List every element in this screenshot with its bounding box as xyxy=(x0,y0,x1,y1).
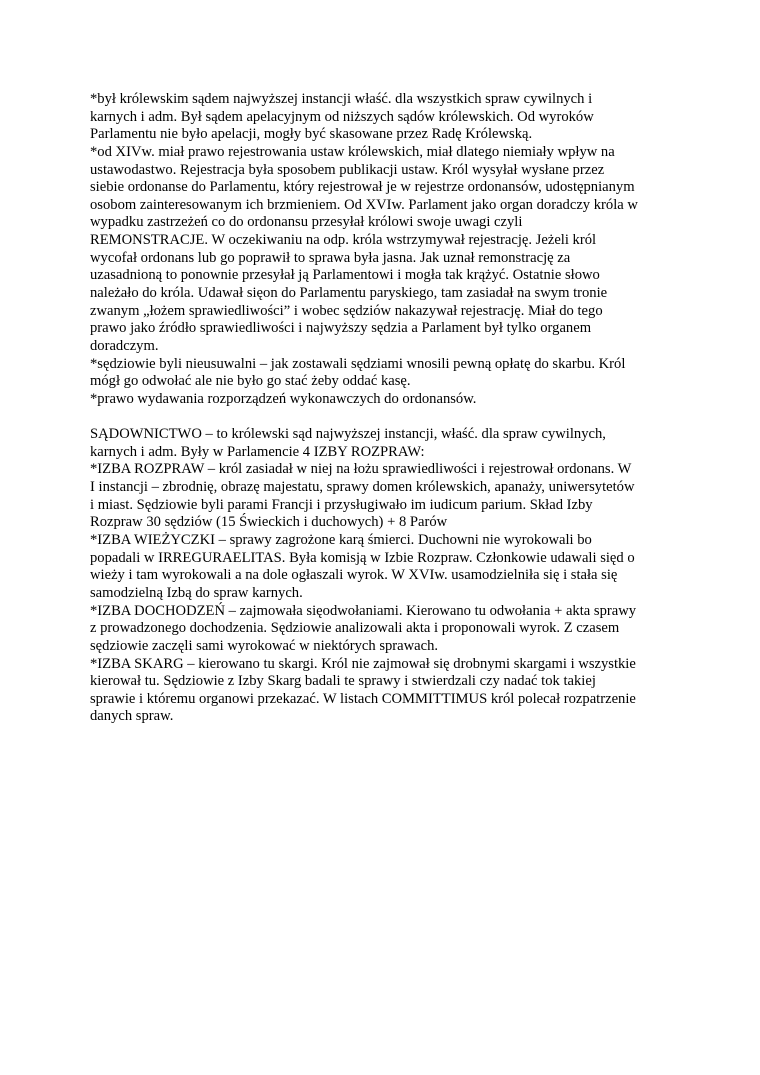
text-line: wypadku zastrzeżeń co do ordonansu przesyłał królowi swoje uwagi czyli xyxy=(90,214,523,231)
text-line: prawo jako źródło sprawiedliwości i najwyższy sędzia a Parlament był tylko organem xyxy=(90,320,592,337)
text-line: samodzielną Izbą do spraw karnych. xyxy=(90,584,303,601)
text-line: sędziowie zaczęli sami wyrokować w niektórych sprawach. xyxy=(90,637,439,654)
text-line: *IZBA DOCHODZEŃ – zajmowała sięodwołaniami. Kierowano tu odwołania + akta sprawy xyxy=(90,602,637,619)
text-line: należało do króla. Udawał sięon do Parlamentu paryskiego, tam zasiadał na swym tronie xyxy=(90,285,608,302)
text-line: *sędziowie byli nieusuwalni – jak zostawali sędziami wnosili pewną opłatę do skarbu. Król xyxy=(90,355,626,372)
text-line: Parlamentu nie było apelacji, mogły być skasowane przez Radę Królewską. xyxy=(90,126,533,143)
text-line: siebie ordonanse do Parlamentu, który rejestrował je w rejestrze ordonansów, udostępnianym xyxy=(90,179,635,196)
text-line: ustawodastwo. Rejestracja była sposobem publikacji ustaw. Król wysyłał wysłane przez xyxy=(90,161,605,178)
text-line: *IZBA ROZPRAW – król zasiadał w niej na łożu sprawiedliwości i rejestrował ordonans. W xyxy=(90,461,632,478)
paragraph-spacer xyxy=(90,409,730,427)
text-line: Rozpraw 30 sędziów (15 Świeckich i duchowych) + 8 Parów xyxy=(90,514,448,531)
text-line: *IZBA WIEŻYCZKI – sprawy zagrożone karą śmierci. Duchowni nie wyrokowali bo xyxy=(90,532,592,549)
text-line: i miast. Sędziowie byli parami Francji i przysługiwało im iudicum parium. Skład Izby xyxy=(90,496,593,513)
text-line: SĄDOWNICTWO – to królewski sąd najwyższej instancji, właść. dla spraw cywilnych, xyxy=(90,426,606,443)
text-line: osobom zainteresowanym ich brzmieniem. Od XVIw. Parlament jako organ doradczy króla w xyxy=(90,196,638,213)
text-line: sprawie i któremu organowi przekazać. W listach COMMITTIMUS król polecał rozpatrzenie xyxy=(90,690,636,707)
text-line: popadali w IRREGURAELITAS. Była komisją w Izbie Rozpraw. Członkowie udawali sięd o xyxy=(90,549,635,566)
text-line: I instancji – zbrodnię, obrazę majestatu, sprawy domen królewskich, apanaży, uniwersytetów xyxy=(90,479,635,496)
text-line: *od XIVw. miał prawo rejestrowania ustaw królewskich, miał dlatego niemiały wpływ na xyxy=(90,143,615,160)
document-page xyxy=(90,91,730,726)
section-parliament-powers xyxy=(90,91,730,409)
text-line: *prawo wydawania rozporządzeń wykonawczych do ordonansów. xyxy=(90,390,477,407)
text-line: uzasadnioną to ponownie przesyłał ją Parlamentowi i mogła tak krążyć. Ostatnie słowo xyxy=(90,267,600,284)
section-judiciary xyxy=(90,426,730,726)
text-line: *był królewskim sądem najwyższej instancji właść. dla wszystkich spraw cywilnych i xyxy=(90,91,593,107)
text-line: z prowadzonego dochodzenia. Sędziowie analizowali akta i proponowali wyrok. Z czasem xyxy=(90,620,620,637)
text-line: REMONSTRACJE. W oczekiwaniu na odp. króla wstrzymywał rejestrację. Jeżeli król xyxy=(90,232,597,249)
text-line: doradczym. xyxy=(90,337,159,354)
text-line: kierował tu. Sędziowie z Izby Skarg badali te sprawy i stwierdzali czy nadać tok takiej xyxy=(90,673,596,690)
text-line: wieży i tam wyrokowali a na dole ogłaszali wyrok. W XVIw. usamodzielniła się i stała się xyxy=(90,567,618,584)
text-line: karnych i adm. Był sądem apelacyjnym od niższych sądów królewskich. Od wyroków xyxy=(90,108,594,125)
text-line: wycofał ordonans lub go poprawił to sprawa była jasna. Jak uznał remonstrację za xyxy=(90,249,571,266)
text-line: mógł go odwołać ale nie było go stać żeby oddać kasę. xyxy=(90,373,411,390)
text-line: danych spraw. xyxy=(90,708,174,725)
text-line: karnych i adm. Były w Parlamencie 4 IZBY ROZPRAW: xyxy=(90,443,425,460)
text-line: *IZBA SKARG – kierowano tu skargi. Król nie zajmował się drobnymi skargami i wszystkie xyxy=(90,655,636,672)
text-line: zwanym „łożem sprawiedliwości” i wobec sędziów nakazywał rejestrację. Miał do tego xyxy=(90,302,603,319)
